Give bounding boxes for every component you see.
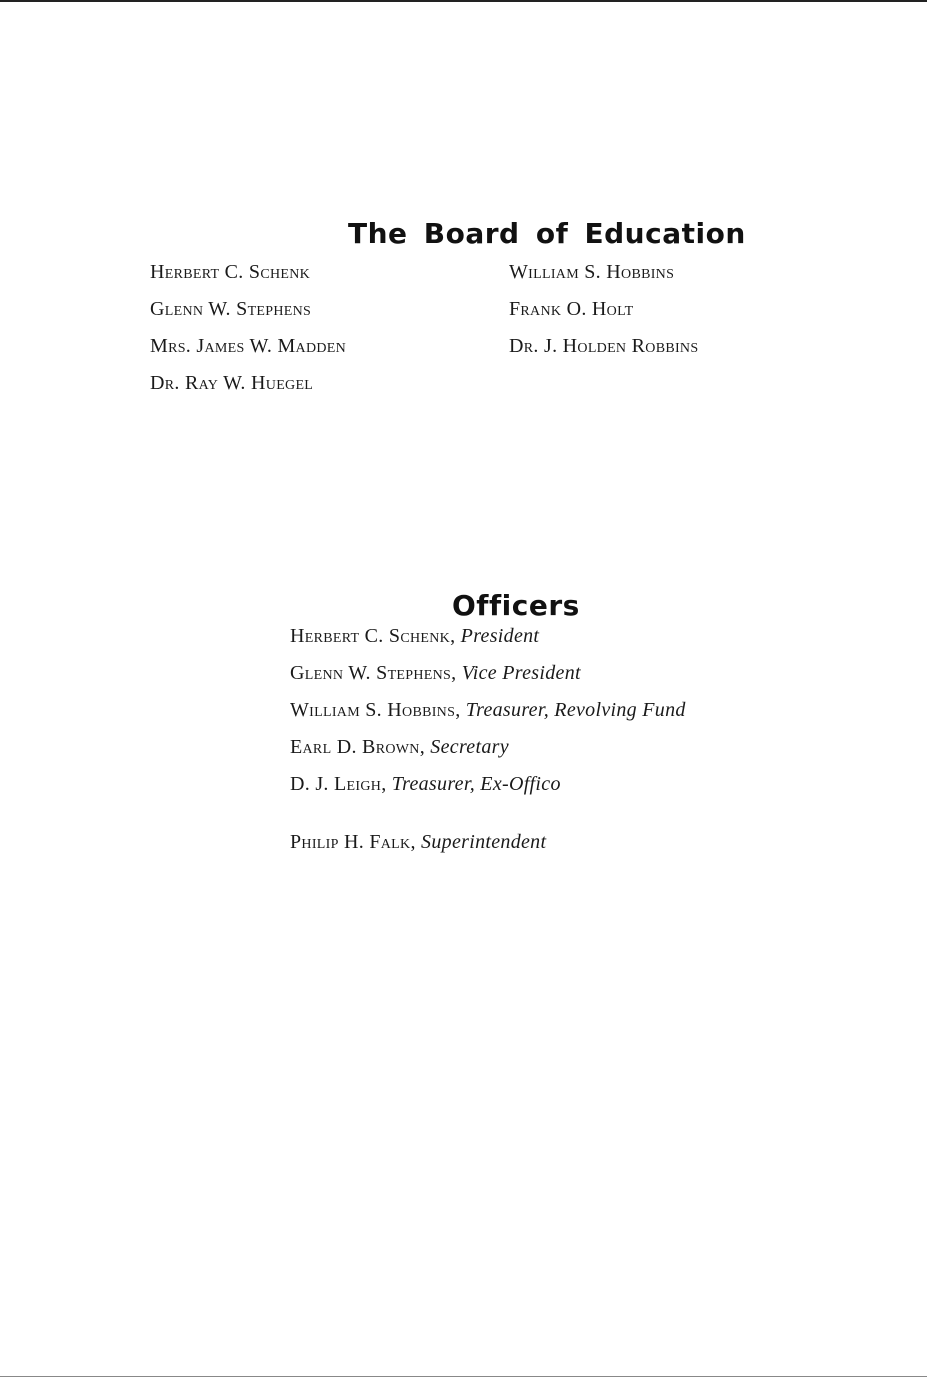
officer-name: Herbert C. Schenk (290, 625, 451, 647)
officer-entry: Glenn W. Stephens, Vice President (290, 662, 581, 684)
superintendent-title: Superintendent (421, 831, 547, 853)
board-member: Dr. Ray W. Huegel (150, 372, 314, 394)
superintendent-name: Philip H. Falk (290, 831, 411, 853)
board-member: Herbert C. Schenk (150, 261, 311, 283)
board-member: Dr. J. Holden Robbins (509, 335, 699, 357)
officer-title: Treasurer, Ex-Offico (391, 773, 561, 795)
board-members-right-column (509, 260, 698, 371)
officers-list (290, 623, 686, 808)
officers-heading: Officers (452, 589, 580, 623)
page-bottom-edge (0, 1376, 927, 1377)
board-member: Frank O. Holt (509, 298, 634, 320)
officer-entry: D. J. Leigh, Treasurer, Ex-Offico (290, 773, 561, 795)
page-top-edge (0, 0, 927, 2)
board-member: Mrs. James W. Madden (150, 335, 347, 357)
board-member: William S. Hobbins (509, 261, 675, 283)
officer-entry: Earl D. Brown, Secretary (290, 736, 509, 758)
officer-name: Earl D. Brown (290, 736, 420, 758)
officer-name: Glenn W. Stephens (290, 662, 452, 684)
officer-entry: William S. Hobbins, Treasurer, Revolving Fund (290, 699, 686, 721)
superintendent-entry: Philip H. Falk, Superintendent (290, 831, 547, 853)
officer-name: William S. Hobbins (290, 699, 456, 721)
board-member: Glenn W. Stephens (150, 298, 312, 320)
officer-title: Vice President (461, 662, 581, 684)
board-heading: The Board of Education (348, 216, 746, 250)
officer-title: President (460, 625, 540, 647)
board-members-left-column (150, 260, 346, 408)
officer-title: Treasurer, Revolving Fund (465, 699, 686, 721)
officer-title: Secretary (430, 736, 509, 758)
officer-name: D. J. Leigh (290, 773, 382, 795)
officer-entry: Herbert C. Schenk, President (290, 625, 540, 647)
